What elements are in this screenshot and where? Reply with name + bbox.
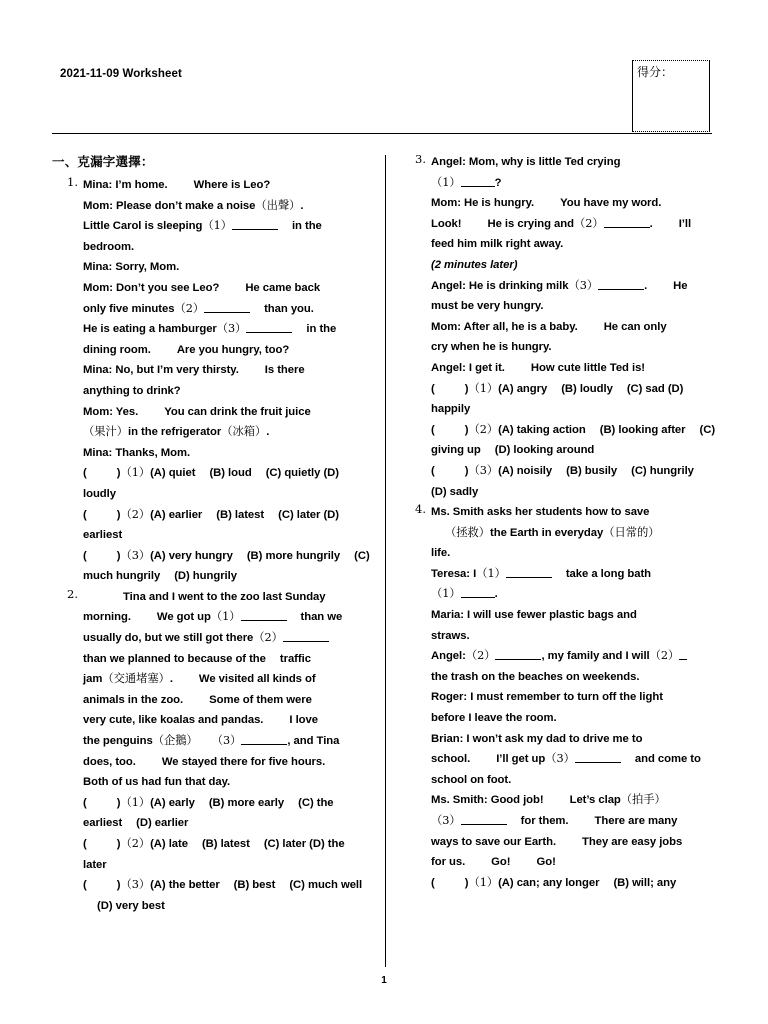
choice-line[interactable]: ( )（3）(A) noisily (B) busily (C) hungrily(D) sadly bbox=[431, 463, 694, 498]
choice-line[interactable]: ( )（1）(A) quiet (B) loud (C) quietly (D) loudly bbox=[83, 466, 343, 500]
passage-line: （3） for them. There are many bbox=[431, 814, 678, 827]
answer-blank[interactable] bbox=[246, 321, 292, 333]
answer-blank[interactable] bbox=[604, 216, 650, 228]
passage-line: Mina: I’m home. Where is Leo? bbox=[83, 179, 271, 191]
passage-line: anything to drink? bbox=[83, 384, 181, 397]
passage-line: Angel:（2） , my family and I will（2） bbox=[431, 646, 718, 667]
passage-line: Mom: Please don’t make a noise（出聲）. bbox=[83, 198, 304, 212]
answer-blank[interactable] bbox=[461, 813, 507, 825]
passage-line: dining room. Are you hungry, too? bbox=[83, 343, 290, 356]
passage-line: Ms. Smith: Good job! Let’s clap（拍手） bbox=[431, 793, 666, 807]
passage-line: the trash on the beaches on weekends. bbox=[431, 670, 640, 683]
passage-line: school. I’ll get up（3） and come to bbox=[431, 752, 701, 766]
passage-line: does, too. We stayed there for five hours. bbox=[83, 755, 326, 768]
passage-line: before I leave the room. bbox=[431, 712, 557, 725]
passage-line: Mom: Don’t you see Leo? He came back bbox=[83, 281, 321, 294]
question-2 bbox=[52, 587, 370, 917]
passage-line: cry when he is hungry. bbox=[431, 341, 552, 354]
choice-line[interactable]: ( )（2）(A) taking action (B) looking after (C) giving up (D) looking around bbox=[431, 422, 719, 457]
right-column bbox=[400, 152, 718, 893]
passage-line: the penguins（企鵝） （3） , and Tina bbox=[83, 734, 340, 748]
passage-line: school on foot. bbox=[431, 773, 512, 786]
header-divider-rule bbox=[52, 133, 712, 134]
choice-line[interactable]: ( )（1）(A) early (B) more early (C) the earliest (D) earlier bbox=[83, 795, 337, 830]
passage-line: feed him milk right away. bbox=[431, 238, 564, 251]
passage-line: Roger: I must remember to turn off the light bbox=[431, 691, 663, 704]
left-column bbox=[52, 152, 373, 916]
page-title: 2021-11-09 Worksheet bbox=[60, 68, 182, 80]
question-number: 3. bbox=[415, 152, 426, 166]
passage-line: Mom: After all, he is a baby. He can only bbox=[431, 320, 667, 333]
body-columns bbox=[52, 152, 719, 972]
passage-line: （1） . bbox=[431, 587, 498, 601]
passage-line: morning. We got up（1） than we bbox=[83, 610, 343, 624]
passage-line: Angel: Mom, why is little Ted crying bbox=[431, 156, 621, 168]
passage-line: He is eating a hamburger（3） in the bbox=[83, 322, 337, 336]
passage-line: Both of us had fun that day. bbox=[83, 776, 231, 789]
passage-line: bedroom. bbox=[83, 240, 135, 253]
passage-line: Teresa: I（1） take a long bath bbox=[431, 566, 652, 580]
choice-line[interactable]: ( )（3）(A) the better (B) best (C) much well(D) very best bbox=[83, 878, 363, 912]
passage-line: （拯救）the Earth in everyday（日常的） bbox=[445, 525, 660, 539]
answer-blank[interactable] bbox=[495, 648, 541, 660]
question-3 bbox=[400, 152, 718, 502]
question-number: 2. bbox=[67, 586, 78, 601]
passage-line: Maria: I will use fewer plastic bags and bbox=[431, 609, 637, 622]
passage-line: （果汁）in the refrigerator（冰箱）. bbox=[83, 425, 270, 439]
section-heading: 一、克漏字選擇： bbox=[52, 154, 154, 169]
question-number: 4. bbox=[415, 502, 426, 517]
answer-blank[interactable] bbox=[598, 278, 644, 290]
passage-line: Mina: Thanks, Mom. bbox=[83, 446, 191, 459]
answer-blank[interactable] bbox=[575, 751, 621, 763]
answer-blank[interactable] bbox=[461, 175, 495, 187]
passage-line: life. bbox=[431, 547, 451, 560]
page-number: 1 bbox=[381, 975, 387, 986]
choice-line[interactable]: ( )（3）(A) very hungry (B) more hungrily (C) much hungrily (D) hungrily bbox=[83, 548, 373, 583]
passage-line: Mina: Sorry, Mom. bbox=[83, 261, 180, 274]
passage-line: must be very hungry. bbox=[431, 300, 544, 313]
answer-blank[interactable] bbox=[241, 733, 287, 745]
column-divider bbox=[385, 155, 386, 967]
question-4 bbox=[400, 502, 718, 893]
passage-line: Mom: He is hungry. You have my word. bbox=[431, 197, 662, 210]
passage-line: Ms. Smith asks her students how to save bbox=[431, 506, 650, 519]
question-1 bbox=[52, 175, 373, 587]
choice-line[interactable]: ( )（1）(A) can; any longer (B) will; any bbox=[431, 875, 677, 889]
passage-line: only five minutes（2） than you. bbox=[83, 301, 314, 315]
answer-blank[interactable] bbox=[679, 648, 687, 660]
page-header bbox=[52, 64, 712, 134]
choice-line[interactable]: ( )（2）(A) earlier (B) latest (C) later (D) earliest bbox=[83, 507, 343, 542]
passage-line: animals in the zoo. Some of them were bbox=[83, 693, 312, 706]
passage-line: than we planned to because of the traffic bbox=[83, 652, 311, 665]
answer-blank[interactable] bbox=[241, 609, 287, 621]
passage-line: for us. Go! Go! bbox=[431, 856, 556, 869]
passage-line: ways to save our Earth. They are easy jobs bbox=[431, 835, 683, 848]
answer-blank[interactable] bbox=[506, 566, 552, 578]
passage-line: Mom: Yes. You can drink the fruit juice bbox=[83, 405, 311, 418]
choice-line[interactable]: ( )（2）(A) late (B) latest (C) later (D) the later bbox=[83, 837, 348, 871]
passage-line: Brian: I won’t ask my dad to drive me to bbox=[431, 732, 643, 745]
answer-blank[interactable] bbox=[461, 586, 495, 598]
answer-blank[interactable] bbox=[232, 218, 278, 230]
question-number: 1. bbox=[67, 175, 78, 189]
passage-line: Little Carol is sleeping（1） in the bbox=[83, 219, 322, 233]
passage-line: Mina: No, but I’m very thirsty. Is there bbox=[83, 364, 305, 377]
passage-line: Tina and I went to the zoo last Sunday bbox=[123, 590, 326, 603]
answer-blank[interactable] bbox=[283, 630, 329, 642]
passage-line: straws. bbox=[431, 629, 470, 642]
passage-line: jam（交通堵塞）. We visited all kinds of bbox=[83, 672, 316, 686]
passage-line: Angel: I get it. How cute little Ted is! bbox=[431, 361, 646, 374]
passage-line: usually do, but we still got there（2） bbox=[83, 628, 370, 649]
score-box-label: 得分： bbox=[637, 65, 674, 79]
passage-line: Look! He is crying and（2） . I’ll bbox=[431, 216, 692, 230]
passage-line: Angel: He is drinking milk（3） . He bbox=[431, 278, 688, 292]
score-box bbox=[632, 60, 710, 132]
choice-line[interactable]: ( )（1）(A) angry (B) loudly (C) sad (D) happily bbox=[431, 381, 687, 416]
passage-line: very cute, like koalas and pandas. I love bbox=[83, 714, 318, 727]
answer-blank[interactable] bbox=[204, 301, 250, 313]
passage-line: （1） ? bbox=[431, 175, 502, 189]
stage-direction: (2 minutes later) bbox=[431, 258, 518, 271]
